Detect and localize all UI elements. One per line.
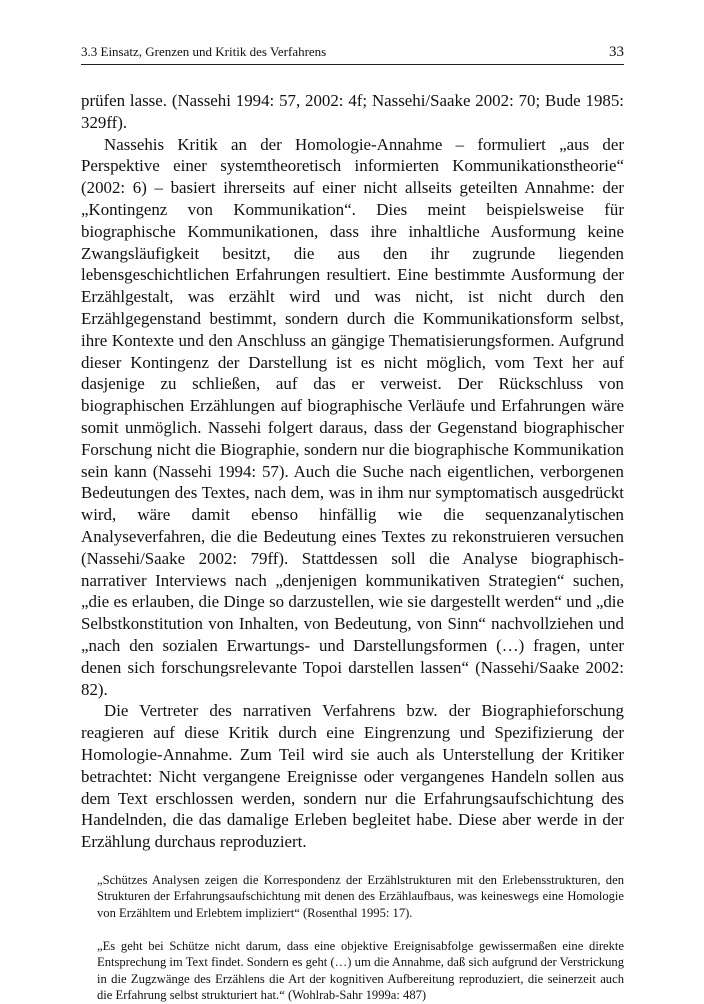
page-number: 33 — [609, 44, 624, 60]
running-header — [81, 44, 624, 65]
block-quote-wohlrab-sahr: „Es geht bei Schütze nicht darum, dass eine objektive Ereignisabfolge gewissermaßen eine direkte Entsprechung im Text findet. Sondern es geht (…) um die Annahme, daß sich aufgrund der Verstrickung in die Zugzwänge des Erzählens die Art der kognitiven Aufbereitung reproduziert, die seinerzeit auch die Erfahrung selbst strukturiert hat.“ (Wohlrab-Sahr 1999a: 487) — [97, 938, 624, 1003]
section-title: 3.3 Einsatz, Grenzen und Kritik des Verfahrens — [81, 44, 327, 59]
paragraph-nassehi-critique: Nassehis Kritik an der Homologie-Annahme – formuliert „aus der Perspektive einer systemtheoretisch informierten Kommunikationstheorie“ (2002: 6) – basiert ihrerseits auf einer nicht allseits geteilten Annahme: der „Kontingenz von Kommunikation“. Dies meint beispielsweise für biographische Kommunikationen, dass ihre inhaltliche Ausformung keine Zwangsläufigkeit besitzt, die aus den ihr zugrunde liegenden lebensgeschichtlichen Erfahrungen resultiert. Eine bestimmte Ausformung der Erzählgestalt, was erzählt wird und was nicht, ist nicht durch den Erzählgegenstand bestimmt, sondern durch die Kommunikationsform selbst, ihre Kontexte und den Anschluss an gängige Thematisierungsformen. Aufgrund dieser Kontingenz der Darstellung ist es nicht möglich, vom Text her auf dasjenige zu schließen, auf das er verweist. Der Rückschluss von biographischen Erzählungen auf biographische Verläufe und Erfahrungen wäre somit unmöglich. Nassehi folgert daraus, dass der Gegenstand biographischer Forschung nicht die Biographie, sondern nur die biographische Kommunikation sein kann (Nassehi 1994: 57). Auch die Suche nach eigentlichen, verborgenen Bedeutungen des Textes, nach dem, was in ihm nur symptomatisch ausgedrückt wird, wäre damit ebenso hinfällig wie die sequenzanalytischen Analyseverfahren, die die Bedeutung eines Textes zu rekonstruieren versuchen (Nassehi/Saake 2002: 79ff). Stattdessen soll die Analyse biographisch-narrativer Interviews nach „denjenigen kommunikativen Strategien“ suchen, „die es erlauben, die Dinge so darzustellen, wie sie dargestellt werden“ und „die Selbstkonstitution von Inhalten, von Bedeutung, von Sinn“ nachvollziehen und „nach den sozialen Erwartungs- und Darstellungsformen (…) fragen, unter denen sich forschungsrelevante Topoi darstellen lassen“ (Nassehi/Saake 2002: 82). — [81, 134, 624, 699]
block-quote-rosenthal: „Schützes Analysen zeigen die Korrespondenz der Erzählstrukturen mit den Erlebensstrukturen, den Strukturen der Erfahrungsaufschichtung mit denen des Erzählaufbaus, was keineswegs eine Homologie von Erzähltem und Erlebtem impliziert“ (Rosenthal 1995: 17). — [97, 872, 624, 921]
book-page — [81, 44, 624, 1004]
paragraph-continuation: prüfen lasse. (Nassehi 1994: 57, 2002: 4f; Nassehi/Saake 2002: 70; Bude 1985: 329ff). — [81, 91, 624, 132]
paragraph-narrative-response: Die Vertreter des narrativen Verfahrens bzw. der Biographieforschung reagieren auf diese Kritik durch eine Eingrenzung und Spezifizierung der Homologie-Annahme. Zum Teil wird sie auch als Unterstellung der Kritiker betrachtet: Nicht vergangene Ereignisse oder vergangenes Handeln sollen aus dem Text erschlossen werden, sondern nur die Erfahrungsaufschichtung des Handelnden, die das damalige Erleben begleitet habe. Diese aber werde in der Erzählung durchaus reproduziert. — [81, 701, 624, 852]
main-text — [81, 90, 624, 853]
